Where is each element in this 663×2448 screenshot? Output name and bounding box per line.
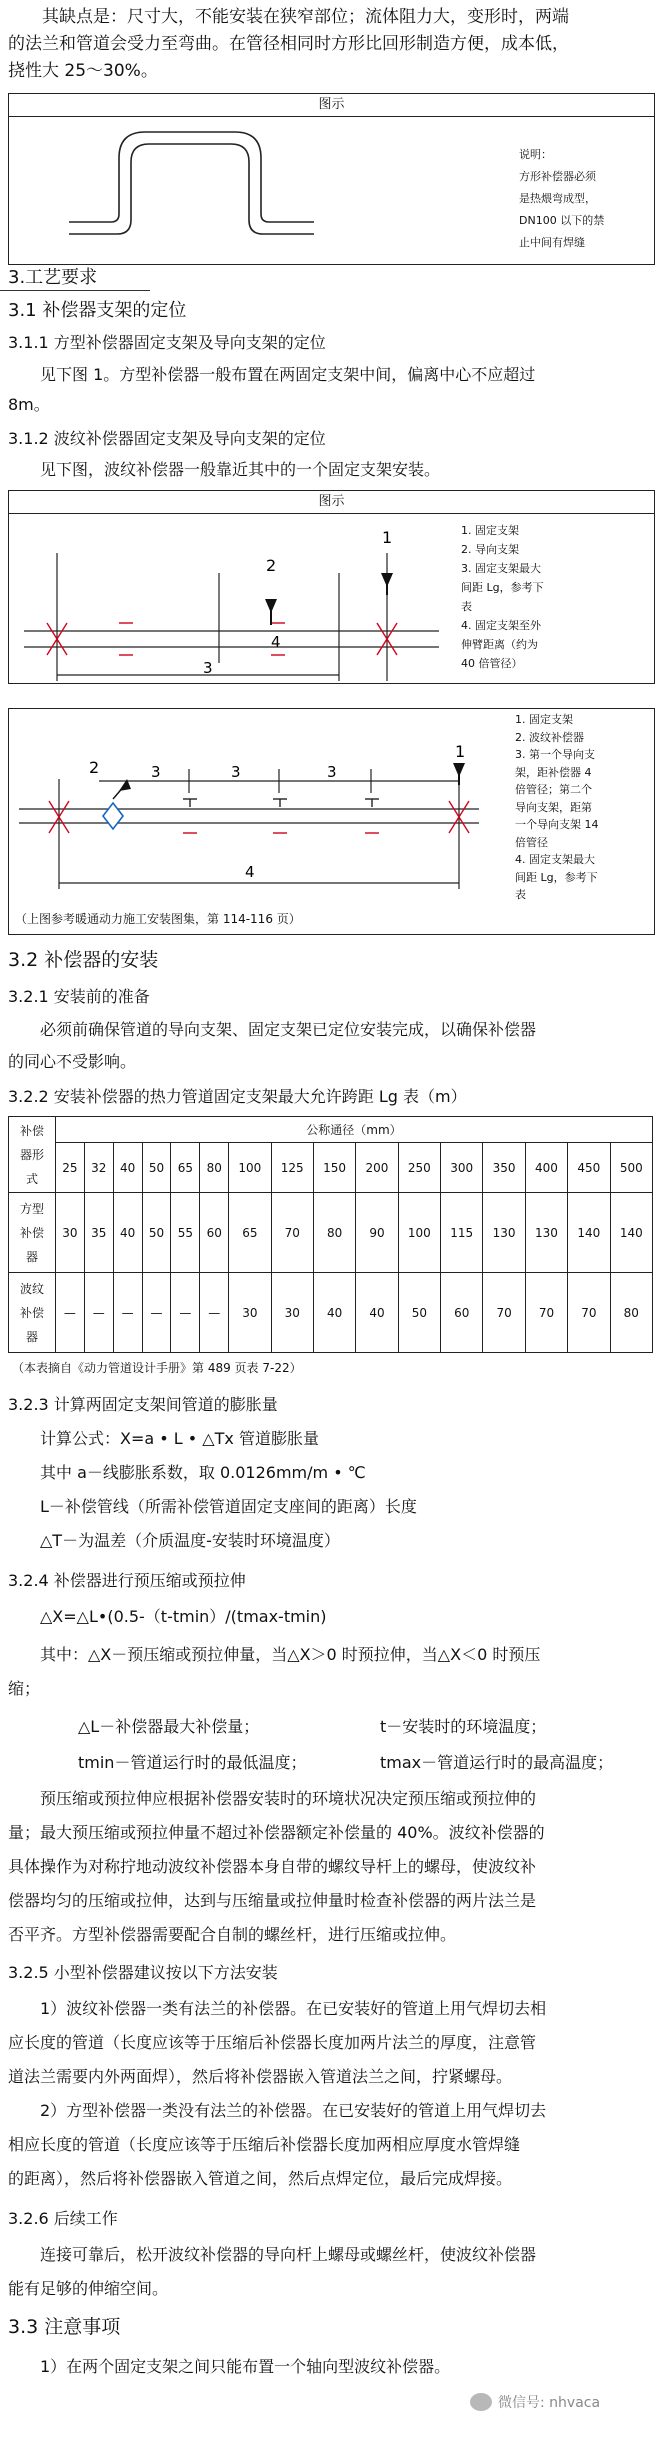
note-line: 1. 固定支架 [461, 524, 519, 537]
table-cell: 60 [441, 1273, 483, 1353]
table-cell: 70 [525, 1273, 567, 1353]
note-line: 止中间有焊缝 [519, 236, 585, 249]
paragraph-line: 必须前确保管道的导向支架、固定支架已定位安装完成，以确保补偿器 [40, 1020, 537, 1039]
paragraph-line: 见下图 1。方型补偿器一般布置在两固定支架中间，偏离中心不应超过 [40, 365, 536, 384]
label-4: 4 [245, 863, 255, 881]
note-line: 倍管径；第二个 [515, 783, 592, 796]
note-line: 架，距补偿器 4 [515, 765, 592, 779]
wechat-icon [470, 2393, 492, 2411]
intro-paragraph [8, 4, 655, 85]
table-header: 450 [568, 1143, 610, 1193]
figure-1-note [519, 144, 649, 254]
figure-3 [8, 708, 655, 935]
table-header: 500 [610, 1143, 652, 1193]
cell-text: 器 [25, 1249, 38, 1264]
label-2: 2 [89, 758, 100, 777]
variable-def: tmax－管道运行时的最高温度； [380, 1753, 614, 1772]
table-cell: 30 [229, 1273, 271, 1353]
note-line: 导向支架，距第 [515, 800, 592, 814]
variable-def: △L－补偿器最大补偿量； [78, 1717, 260, 1736]
table-header: 32 [84, 1143, 113, 1193]
subsection-title: 3.2.3 计算两固定支架间管道的膨胀量 [8, 1395, 278, 1414]
paragraph-line: 计算公式：X=a • L • △Tx 管道膨胀量 [40, 1429, 319, 1448]
figure-2-note [461, 521, 651, 673]
figure-3-note [515, 711, 653, 904]
note-line: 表 [515, 888, 526, 901]
paragraph-line: 道法兰需要内外两面焊），然后将补偿器嵌入管道法兰之间，拧紧螺母。 [8, 2067, 513, 2086]
table-cell: — [142, 1273, 171, 1353]
table-header: 200 [356, 1143, 398, 1193]
table-cell: — [113, 1273, 142, 1353]
table-cell: 50 [142, 1193, 171, 1273]
table-cell: 65 [229, 1193, 271, 1273]
note-line: 4. 固定支架最大 [515, 853, 595, 866]
table-corner [9, 1117, 56, 1193]
paragraph [8, 360, 655, 420]
table-cell: 40 [113, 1193, 142, 1273]
table-header: 65 [171, 1143, 200, 1193]
watermark-text: 微信号: nhvaca [498, 2395, 601, 2411]
paragraph-line: 的距离），然后将补偿器嵌入管道之间，然后点焊定位，最后完成焊接。 [8, 2169, 513, 2188]
paragraph-line: 相应长度的管道（长度应该等于压缩后补偿器长度加两相应厚度水管焊缝 [8, 2135, 521, 2154]
table-cell: 50 [398, 1273, 440, 1353]
note-line: 3. 第一个导向支 [515, 748, 595, 761]
table-source: （本表摘自《动力管道设计手册》第 489 页表 7-22） [12, 1361, 302, 1375]
cell-text: 器 [25, 1329, 38, 1344]
paragraph-line: 具体操作为对称拧地动波纹补偿器本身自带的螺纹导杆上的螺母，使波纹补 [8, 1857, 537, 1876]
table-cell: — [56, 1273, 85, 1353]
paragraph-line: L－补偿管线（所需补偿管道固定支座间的距离）长度 [40, 1497, 417, 1516]
paragraph-line: 缩； [8, 1679, 41, 1698]
figure-source: （上图参考暖通动力施工安装图集，第 114-116 页） [15, 912, 301, 926]
cell-text: 式 [25, 1171, 38, 1186]
paragraph-line: 其中：△X－预压缩或预拉伸量，当△X＞0 时预拉伸，当△X＜0 时预压 [40, 1645, 541, 1664]
subsection-title: 3.1.2 波纹补偿器固定支架及导向支架的定位 [8, 429, 326, 448]
note-line: 说明： [519, 148, 552, 161]
table-cell: 30 [56, 1193, 85, 1273]
paragraph-line: 8m。 [8, 395, 50, 414]
table-header: 25 [56, 1143, 85, 1193]
intro-line: 挠性大 25～30%。 [8, 61, 158, 81]
table-header: 150 [313, 1143, 355, 1193]
paragraph [8, 1782, 655, 1952]
note-line: 3. 固定支架最大 [461, 562, 541, 575]
figure-2 [8, 490, 655, 684]
label-1: 1 [455, 742, 466, 761]
square-expansion-joint-drawing [9, 116, 509, 262]
paragraph [8, 1638, 655, 1706]
cell-text: 器形 [19, 1147, 44, 1162]
table-cell: 35 [84, 1193, 113, 1273]
label-3: 3 [327, 763, 337, 781]
formula: △X=△L•(0.5-（t-tmin）/(tmax-tmin) [40, 1607, 327, 1626]
note-line: 间距 Lg，参考下 [515, 870, 598, 884]
table-row [9, 1273, 653, 1353]
table-group-header: 公称通径（mm） [56, 1117, 653, 1143]
note-line: 倍管径 [515, 835, 548, 849]
note-line: 1. 固定支架 [515, 713, 573, 726]
note-line: 方形补偿器必须 [519, 170, 596, 183]
cell-text: 补偿 [19, 1305, 44, 1320]
paragraph: 见下图，波纹补偿器一般靠近其中的一个固定支架安装。 [40, 460, 441, 479]
table-cell: 90 [356, 1193, 398, 1273]
variable-def: tmin－管道运行时的最低温度； [78, 1753, 307, 1772]
paragraph [8, 1992, 655, 2196]
note-line: 4. 固定支架至外 [461, 619, 541, 632]
subsection-title: 3.3 注意事项 [8, 2316, 121, 2338]
label-1: 1 [382, 528, 393, 547]
table-cell: 140 [568, 1193, 610, 1273]
subsection-title: 3.1.1 方型补偿器固定支架及导向支架的定位 [8, 333, 326, 352]
note-line: 间距 Lg，参考下 [461, 581, 544, 594]
label-4: 4 [271, 633, 281, 651]
square-joint-support-layout [9, 513, 449, 683]
table-cell: 80 [313, 1193, 355, 1273]
paragraph-line: 否平齐。方型补偿器需要配合自制的螺丝杆，进行压缩或拉伸。 [8, 1925, 457, 1944]
table-header: 400 [525, 1143, 567, 1193]
table-cell: 70 [483, 1273, 525, 1353]
paragraph-line: 其中 a－线膨胀系数，取 0.0126mm/m • ℃ [40, 1463, 366, 1482]
subsection-title: 3.2.5 小型补偿器建议按以下方法安装 [8, 1963, 278, 1982]
paragraph-line: 预压缩或预拉伸应根据补偿器安装时的环境状况决定预压缩或预拉伸的 [40, 1789, 537, 1808]
paragraph-line: △T－为温差（介质温度-安装时环境温度） [40, 1531, 340, 1550]
note-line: 2. 波纹补偿器 [515, 730, 584, 744]
table-cell: 100 [398, 1193, 440, 1273]
cell-text: 方型 [19, 1201, 44, 1216]
paragraph-line: 偿器均匀的压缩或拉伸，达到与压缩量或拉伸量时检查补偿器的两片法兰是 [8, 1891, 537, 1910]
bellows-joint-support-layout [9, 709, 509, 909]
table-cell: 130 [483, 1193, 525, 1273]
paragraph [8, 2238, 655, 2306]
table-cell: 80 [610, 1273, 652, 1353]
paragraph-line: 量；最大预压缩或预拉伸量不超过补偿器额定补偿量的 40%。波纹补偿器的 [8, 1823, 545, 1842]
table-cell: 115 [441, 1193, 483, 1273]
subsection-title: 3.2.1 安装前的准备 [8, 987, 150, 1006]
row-label [9, 1273, 56, 1353]
label-3: 3 [151, 763, 161, 781]
note-line: 2. 导向支架 [461, 543, 519, 556]
intro-line: 其缺点是：尺寸大，不能安装在狭窄部位；流体阻力大，变形时，两端 [42, 7, 569, 27]
table-header-row [9, 1143, 653, 1193]
subsection-title: 3.2.4 补偿器进行预压缩或预拉伸 [8, 1571, 246, 1590]
table-cell: 60 [200, 1193, 229, 1273]
cell-text: 补偿 [19, 1123, 44, 1138]
note-line: 伸臂距离（约为 [461, 638, 538, 651]
subsection-title: 3.1 补偿器支架的定位 [8, 300, 187, 321]
table-cell: 140 [610, 1193, 652, 1273]
table-row [9, 1193, 653, 1273]
table-cell: 40 [313, 1273, 355, 1353]
table-header: 125 [271, 1143, 313, 1193]
figure-1 [8, 93, 655, 265]
divider [0, 290, 150, 291]
paragraph-line: 能有足够的伸缩空间。 [8, 2279, 169, 2298]
subsection-title: 3.2.6 后续工作 [8, 2209, 118, 2228]
paragraph-line: 应长度的管道（长度应该等于压缩后补偿器长度加两片法兰的厚度，注意管 [8, 2033, 537, 2052]
table-cell: 70 [568, 1273, 610, 1353]
wechat-watermark [470, 2392, 600, 2412]
table-header: 50 [142, 1143, 171, 1193]
subsection-title: 3.2.2 安装补偿器的热力管道固定支架最大允许跨距 Lg 表（m） [8, 1087, 467, 1106]
figure-caption: 图示 [9, 94, 654, 117]
note-line: 40 倍管径） [461, 657, 523, 670]
paragraph-line: 2）方型补偿器一类没有法兰的补偿器。在已安装好的管道上用气焊切去 [40, 2101, 547, 2120]
note-line: DN100 以下的禁 [519, 214, 605, 227]
table-cell: 30 [271, 1273, 313, 1353]
table-cell: 70 [271, 1193, 313, 1273]
row-label [9, 1193, 56, 1273]
paragraph-line: 的同心不受影响。 [8, 1052, 137, 1071]
variable-def: t－安装时的环境温度； [380, 1717, 547, 1736]
table-header: 350 [483, 1143, 525, 1193]
cell-text: 补偿 [19, 1225, 44, 1240]
support-span-table [8, 1116, 653, 1353]
cell-text: 波纹 [19, 1281, 44, 1296]
table-header: 80 [200, 1143, 229, 1193]
paragraph: 1）在两个固定支架之间只能布置一个轴向型波纹补偿器。 [40, 2357, 451, 2376]
subsection-title: 3.2 补偿器的安装 [8, 949, 159, 971]
table-cell: 130 [525, 1193, 567, 1273]
table-cell: — [171, 1273, 200, 1353]
table-cell: 40 [356, 1273, 398, 1353]
section-title: 3.工艺要求 [8, 267, 98, 288]
label-3: 3 [203, 659, 213, 677]
note-line: 是热煨弯成型， [519, 192, 596, 205]
bellows-icon [103, 803, 123, 829]
note-line: 表 [461, 600, 472, 613]
figure-caption: 图示 [9, 491, 654, 514]
paragraph-line: 连接可靠后，松开波纹补偿器的导向杆上螺母或螺丝杆，使波纹补偿器 [40, 2245, 537, 2264]
table-cell: — [84, 1273, 113, 1353]
label-2: 2 [266, 556, 277, 575]
formula-block [8, 1422, 655, 1558]
table-header: 300 [441, 1143, 483, 1193]
intro-line: 的法兰和管道会受力至弯曲。在管径相同时方形比回形制造方便，成本低， [8, 34, 569, 54]
table-cell: — [200, 1273, 229, 1353]
note-line: 一个导向支架 14 [515, 818, 599, 831]
table-header: 100 [229, 1143, 271, 1193]
paragraph [8, 1014, 655, 1078]
table-header: 40 [113, 1143, 142, 1193]
table-header: 250 [398, 1143, 440, 1193]
label-3: 3 [231, 763, 241, 781]
paragraph-line: 1）波纹补偿器一类有法兰的补偿器。在已安装好的管道上用气焊切去相 [40, 1999, 547, 2018]
table-cell: 55 [171, 1193, 200, 1273]
